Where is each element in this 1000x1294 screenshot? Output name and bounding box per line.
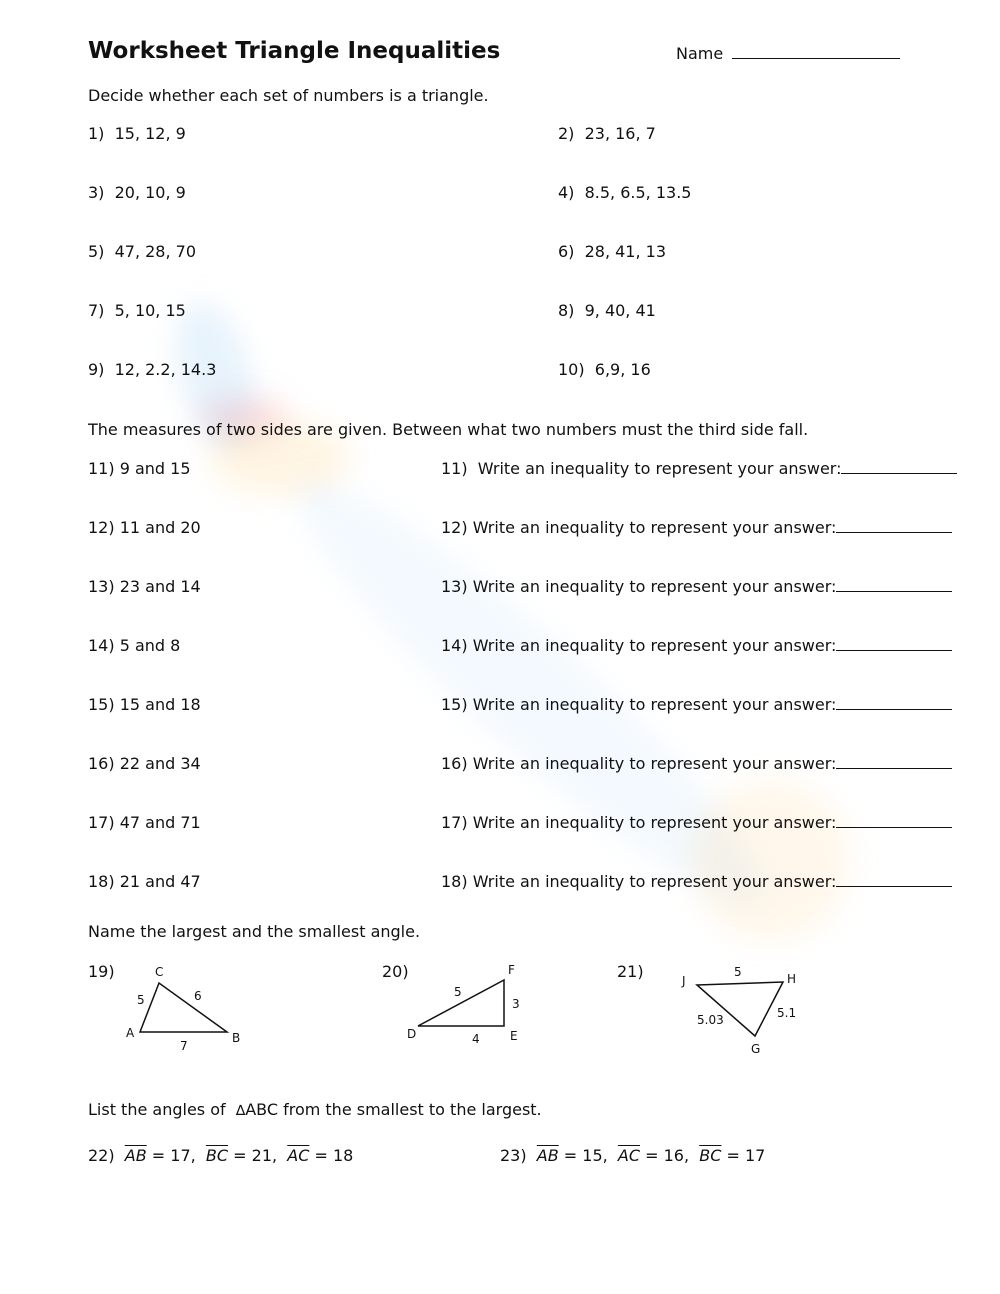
watermark-blob <box>690 780 850 940</box>
worksheet-title: Worksheet Triangle Inequalities <box>88 38 501 64</box>
inequality-prompt: 15) Write an inequality to represent your answer: <box>441 695 952 715</box>
triangle-abc-figure <box>120 960 260 1060</box>
inequality-prompt: 12) Write an inequality to represent your answer: <box>441 518 952 538</box>
svg-text:3: 3 <box>512 997 520 1011</box>
figure-number: 19) <box>88 962 115 981</box>
problem-item: 23) $\overline{AB} = 15$, $\overline{AC} = 16$, $\overline{BC} = 17$ <box>500 1146 766 1165</box>
problem-item: 17) 47 and 71 <box>88 813 201 832</box>
problem-item: 13) 23 and 14 <box>88 577 201 596</box>
section3-instruction: Name the largest and the smallest angle. <box>88 922 421 941</box>
svg-text:5: 5 <box>734 965 742 979</box>
problem-item: 22) $\overline{AB} = 17$, $\overline{BC} = 21$, $\overline{AC} = 18$ <box>88 1146 354 1165</box>
svg-text:E: E <box>510 1029 518 1043</box>
segment-label: $\overline{BC}$ <box>205 1146 229 1165</box>
problem-item: 4) 8.5, 6.5, 13.5 <box>558 183 692 202</box>
inequality-prompt: 17) Write an inequality to represent your answer: <box>441 813 952 833</box>
answer-blank[interactable] <box>841 459 957 474</box>
svg-text:F: F <box>508 963 515 977</box>
inequality-prompt: 13) Write an inequality to represent your answer: <box>441 577 952 597</box>
inequality-prompt: 18) Write an inequality to represent your answer: <box>441 872 952 892</box>
svg-text:B: B <box>232 1031 241 1045</box>
svg-text:5.03: 5.03 <box>697 1013 724 1027</box>
triangle-jhg-figure <box>670 958 810 1058</box>
inequality-prompt: 14) Write an inequality to represent your answer: <box>441 636 952 656</box>
svg-text:J: J <box>682 974 686 988</box>
segment-label: $\overline{BC}$ <box>699 1146 722 1165</box>
figure-number: 21) <box>617 962 644 981</box>
inequality-prompt: 16) Write an inequality to represent your answer: <box>441 754 952 774</box>
svg-text:5: 5 <box>454 985 462 999</box>
name-field[interactable] <box>676 44 900 63</box>
answer-blank[interactable] <box>836 636 952 651</box>
svg-text:D: D <box>407 1027 417 1041</box>
problem-item: 9) 12, 2.2, 14.3 <box>88 360 217 379</box>
svg-text:5.1: 5.1 <box>777 1006 797 1020</box>
answer-blank[interactable] <box>836 695 952 710</box>
svg-text:C: C <box>155 965 164 979</box>
segment-label: $\overline{AC}$ <box>617 1146 641 1165</box>
problem-item: 18) 21 and 47 <box>88 872 201 891</box>
segment-label: $\overline{AB}$ <box>536 1146 559 1165</box>
answer-blank[interactable] <box>836 813 952 828</box>
problem-item: 1) 15, 12, 9 <box>88 124 186 143</box>
segment-label: $\overline{AB}$ <box>124 1146 147 1165</box>
problem-item: 5) 47, 28, 70 <box>88 242 197 261</box>
problem-item: 12) 11 and 20 <box>88 518 201 537</box>
problem-item: 8) 9, 40, 41 <box>558 301 656 320</box>
problem-item: 16) 22 and 34 <box>88 754 201 773</box>
svg-text:7: 7 <box>180 1039 188 1053</box>
inequality-prompt: 11) Write an inequality to represent your answer: <box>441 459 957 479</box>
section1-instruction: Decide whether each set of numbers is a triangle. <box>88 86 489 105</box>
svg-text:5: 5 <box>137 993 145 1007</box>
problem-item: 14) 5 and 8 <box>88 636 181 655</box>
problem-item: 11) 9 and 15 <box>88 459 191 478</box>
answer-blank[interactable] <box>836 518 952 533</box>
answer-blank[interactable] <box>836 754 952 769</box>
svg-text:4: 4 <box>472 1032 480 1046</box>
figure-number: 20) <box>382 962 409 981</box>
problem-item: 7) 5, 10, 15 <box>88 301 186 320</box>
section4-instruction: List the angles of ∆ABC from the smallest to the largest. <box>88 1100 542 1119</box>
segment-label: $\overline{AC}$ <box>287 1146 310 1165</box>
svg-text:A: A <box>126 1026 135 1040</box>
name-blank-line[interactable] <box>732 44 900 59</box>
problem-item: 6) 28, 41, 13 <box>558 242 667 261</box>
section2-instruction: The measures of two sides are given. Between what two numbers must the third side fall. <box>88 420 809 439</box>
problem-item: 2) 23, 16, 7 <box>558 124 656 143</box>
problem-item: 15) 15 and 18 <box>88 695 201 714</box>
svg-text:6: 6 <box>194 989 202 1003</box>
answer-blank[interactable] <box>836 872 952 887</box>
triangle-def-figure <box>400 958 540 1058</box>
answer-blank[interactable] <box>836 577 952 592</box>
problem-item: 10) 6,9, 16 <box>558 360 651 379</box>
problem-item: 3) 20, 10, 9 <box>88 183 186 202</box>
svg-text:G: G <box>751 1042 761 1056</box>
svg-text:H: H <box>787 972 797 986</box>
name-label: Name <box>676 44 724 63</box>
triangle-symbol-icon: ∆ <box>235 1103 246 1119</box>
